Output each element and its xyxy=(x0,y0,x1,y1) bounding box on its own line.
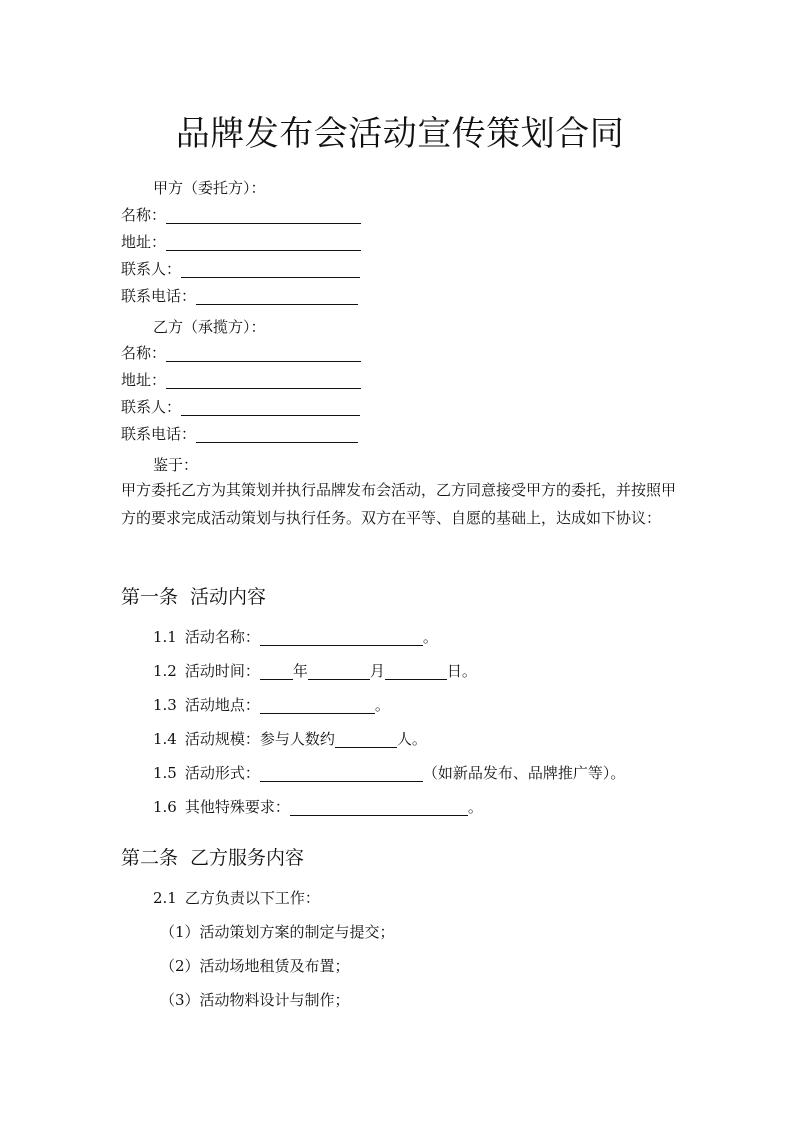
clause-number: 1.5 xyxy=(153,764,177,782)
clause-1-5 xyxy=(153,762,625,784)
month-field[interactable] xyxy=(308,663,370,680)
service-item-3: （3）活动物料设计与制作； xyxy=(160,991,350,1009)
party-b-phone-field[interactable] xyxy=(196,426,358,443)
clause-1-2 xyxy=(153,660,477,682)
party-a-phone-line xyxy=(121,285,358,307)
article-2-heading xyxy=(121,844,304,872)
clause-end: 人。 xyxy=(396,730,427,748)
recital-text: 甲方委托乙方为其策划并执行品牌发布会活动，乙方同意接受甲方的委托，并按照甲方的要求完成活动策划与执行任务。双方在平等、自愿的基础上，达成如下协议： xyxy=(121,481,677,527)
day-label: 日。 xyxy=(446,662,477,680)
party-a-phone-field[interactable] xyxy=(196,288,358,305)
party-a-name-label: 名称： xyxy=(121,206,167,224)
party-b-contact-field[interactable] xyxy=(181,399,360,416)
party-a-header: 甲方（委托方）： xyxy=(153,179,266,197)
article-1-heading xyxy=(121,583,266,611)
document-title: 品牌发布会活动宣传策划合同 xyxy=(175,114,625,154)
clause-label: 活动地点： xyxy=(184,696,260,714)
clause-end: 。 xyxy=(467,798,483,816)
service-item-2: （2）活动场地租赁及布置； xyxy=(160,957,350,975)
clause-label: 其他特殊要求： xyxy=(184,798,290,816)
party-b-header: 乙方（承揽方）： xyxy=(153,318,266,336)
clause-1-6 xyxy=(153,796,483,818)
party-b-name-line xyxy=(121,342,361,364)
clause-end: 。 xyxy=(374,696,390,714)
clause-label: 活动名称： xyxy=(184,628,260,646)
party-b-phone-label: 联系电话： xyxy=(121,425,197,443)
party-b-contact-label: 联系人： xyxy=(121,398,182,416)
participant-count-field[interactable] xyxy=(335,731,397,748)
month-label: 月 xyxy=(369,662,385,680)
party-b-name-field[interactable] xyxy=(166,345,361,362)
year-label: 年 xyxy=(292,662,308,680)
clause-number: 2.1 xyxy=(153,889,177,907)
party-a-phone-label: 联系电话： xyxy=(121,287,197,305)
clause-label: 乙方负责以下工作： xyxy=(184,889,320,907)
party-b-address-line xyxy=(121,369,361,391)
party-b-name-label: 名称： xyxy=(121,344,167,362)
article-1-number: 第一条 xyxy=(121,586,179,608)
party-a-name-field[interactable] xyxy=(166,207,361,224)
clause-number: 1.6 xyxy=(153,798,177,816)
clause-end: 。 xyxy=(422,628,438,646)
party-a-name-line xyxy=(121,204,361,226)
party-b-phone-line xyxy=(121,423,358,445)
activity-form-field[interactable] xyxy=(260,765,423,782)
clause-number: 1.3 xyxy=(153,696,177,714)
article-2-title: 乙方服务内容 xyxy=(190,847,305,869)
party-a-contact-line xyxy=(121,258,360,280)
party-a-address-field[interactable] xyxy=(166,234,361,251)
recital-header: 鉴于： xyxy=(153,456,199,474)
clause-1-4 xyxy=(153,728,427,750)
clause-label: 活动规模：参与人数约 xyxy=(184,730,335,748)
year-field[interactable] xyxy=(260,663,293,680)
clause-number: 1.1 xyxy=(153,628,177,646)
article-1-title: 活动内容 xyxy=(190,586,267,608)
party-a-address-line xyxy=(121,231,361,253)
clause-number: 1.4 xyxy=(153,730,177,748)
party-a-contact-field[interactable] xyxy=(181,261,360,278)
article-2-number: 第二条 xyxy=(121,847,179,869)
clause-number: 1.2 xyxy=(153,662,177,680)
activity-name-field[interactable] xyxy=(260,629,423,646)
party-a-address-label: 地址： xyxy=(121,233,167,251)
special-requirements-field[interactable] xyxy=(290,799,468,816)
clause-2-1 xyxy=(153,887,320,909)
clause-1-1 xyxy=(153,626,438,648)
party-b-address-field[interactable] xyxy=(166,372,361,389)
clause-label: 活动形式： xyxy=(184,764,260,782)
service-item-1: （1）活动策划方案的制定与提交； xyxy=(160,923,395,941)
activity-location-field[interactable] xyxy=(260,697,375,714)
clause-end: （如新品发布、品牌推广等）。 xyxy=(422,764,626,782)
clause-1-3 xyxy=(153,694,390,716)
party-b-address-label: 地址： xyxy=(121,371,167,389)
clause-label: 活动时间： xyxy=(184,662,260,680)
party-a-contact-label: 联系人： xyxy=(121,260,182,278)
day-field[interactable] xyxy=(385,663,447,680)
party-b-contact-line xyxy=(121,396,360,418)
